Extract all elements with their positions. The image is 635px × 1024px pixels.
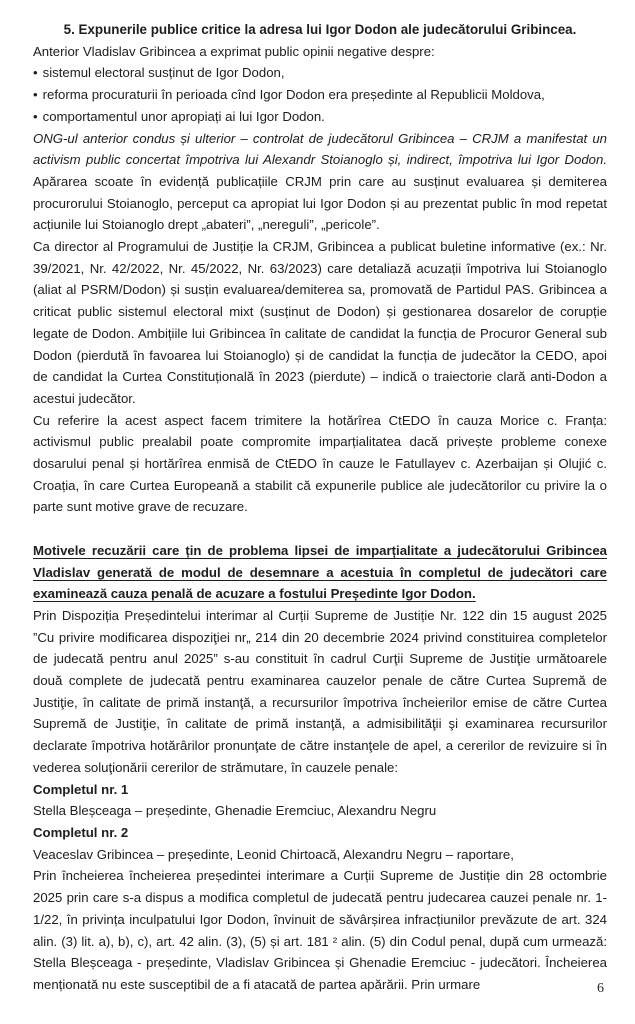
list-item <box>33 106 607 128</box>
motive-heading: Motivele recuzării care țin de problema lipsei de imparțialitate a judecătorului Gribincea Vladislav generată de modul de desemnare a acestuia în completul de judecători care examinează cauza penală de acuzare a fostului Președinte Igor Dodon. <box>33 542 607 602</box>
bullet-text: comportamentul unor apropiați ai lui Igor Dodon. <box>42 108 325 124</box>
paragraph-incheierea: Prin încheierea încheierea președintei interimare a Curții Supreme de Justiție din 28 octombrie 2025 prin care s-a dispus a modifica completul de judecată pentru judecarea cauzei penale nr. 1-1/22, în privința inculpatului Igor Dodon, învinuit de săvârșirea infracțiunilor prevăzute de art. 324 alin. (3) lit. a), b), c), art. 42 alin. (3), (5) și art. 181 ² alin. (5) din Codul penal, după cum urmează: Stella Bleșceaga - președinte, Vladislav Gribincea și Ghenadie Eremciuc - judecători. Încheierea menționată nu este susceptibil de a fi atacată de partea apărării. Prin urmare <box>33 868 607 992</box>
section-heading: 5. Expunerile publice critice la adresa lui Igor Dodon ale judecătorului Gribincea. <box>63 22 577 37</box>
complet-2-members: Veaceslav Gribincea – președinte, Leonid Chirtoacă, Alexandru Negru – raportare, <box>33 846 514 862</box>
complet-1-title: Completul nr. 1 <box>33 781 129 797</box>
paragraph-ong-italic: ONG-ul anterior condus și ulterior – controlat de judecătorul Gribincea – CRJM a manifestat un activism public concertat împotriva lui Alexandr Stoianoglo și, indirect, împotriva lui Igor Dodon. <box>33 130 607 168</box>
bullet-text: reforma procuraturii în perioada cînd Igor Dodon era președinte al Republicii Moldova, <box>42 87 545 103</box>
bullet-icon: • <box>33 87 38 103</box>
paragraph-director: Ca director al Programului de Justiție la CRJM, Gribincea a publicat buletine informative (ex.: Nr. 39/2021, Nr. 42/2022, Nr. 45/2022, Nr. 63/2023) care detaliază acuzații împotriva lui Stoianoglo (aliat al PSRM/Dodon) și susțin evaluarea/demiterea sa, promovată de Partidul PAS. Gribincea a criticat public sistemul electoral mixt (susținut de Dodon) și gestionarea dosarelor de corupție legate de Dodon. Ambițiile lui Gribincea în calitate de candidat la funcția de Procuror General sub Dodon (pierdută în favoarea lui Stoianoglo) și de candidat la funcția de judecător la CEDO, apoi de candidat la Curtea Constituțională în 2023 (pierdute) – indică o traiectorie clară anti-Dodon a acestui judecător. <box>33 239 607 406</box>
paragraph-ong-regular: Apărarea scoate în evidență publicațiile CRJM prin care au susținut evaluarea și demiterea procurorului Stoianoglo, perceput ca apropiat lui Igor Dodon și au prezentat public în mod repetat acțiunile lui Stoianoglo drept „abateri”, „nereguli”, „pericole”. <box>33 173 607 233</box>
list-item <box>33 84 607 106</box>
paragraph-ong <box>33 128 607 237</box>
paragraph-dispozitia: Prin Dispoziția Președintelui interimar al Curții Supreme de Justiție Nr. 122 din 15 august 2025 ”Cu privire modificarea dispoziţiei nr„ 214 din 20 decembrie 2024 privind constituirea completelor de judecată pentru anul 2025” s-au constituit în cadrul Curţii Supreme de Justiţie următoarele două complete de judecată pentru examinarea cauzelor penale de către Curtea Supremă de Justiţie, în calitate de primă instanţă, a recursurilor împotriva încheierilor emise de către Curtea Supremă de Justiţie, în calitate de primă instanţă, a admisibilităţii şi examinarea recursurilor declarate împotriva hotărârilor pronunţate de către instanţele de apel, a cererilor de revizuire si în vederea soluţionării cererilor de strămutare, în cauzele penale: <box>33 607 607 775</box>
complet-2-title: Completul nr. 2 <box>33 825 129 840</box>
bullet-icon: • <box>33 108 38 124</box>
bullet-icon: • <box>33 65 38 81</box>
list-item <box>33 62 607 84</box>
bullet-text: sistemul electoral susținut de Igor Dodon, <box>42 65 285 81</box>
bullet-list <box>33 62 607 127</box>
page-number: 6 <box>597 981 604 997</box>
paragraph-ctedo: Cu referire la acest aspect facem trimitere la hotărîrea CtEDO în cauza Morice c. Franța: activismul public prealabil poate compromite imparțialitatea dacă privește probleme conexe dosarului penal și hortărîrea enmisă de CtEDO în cauze le Fatullayev c. Azerbaijan și Olujić c. Croația, în care Curtea Europeană a stabilit că expunerile publice ale judecătorilor cu privire la o parte sunt motive grave de recuzare. <box>33 412 607 515</box>
complet-1-members: Stella Bleșceaga – președinte, Ghenadie Eremciuc, Alexandru Negru <box>33 803 437 819</box>
intro-line: Anterior Vladislav Gribincea a exprimat public opinii negative despre: <box>33 43 435 59</box>
